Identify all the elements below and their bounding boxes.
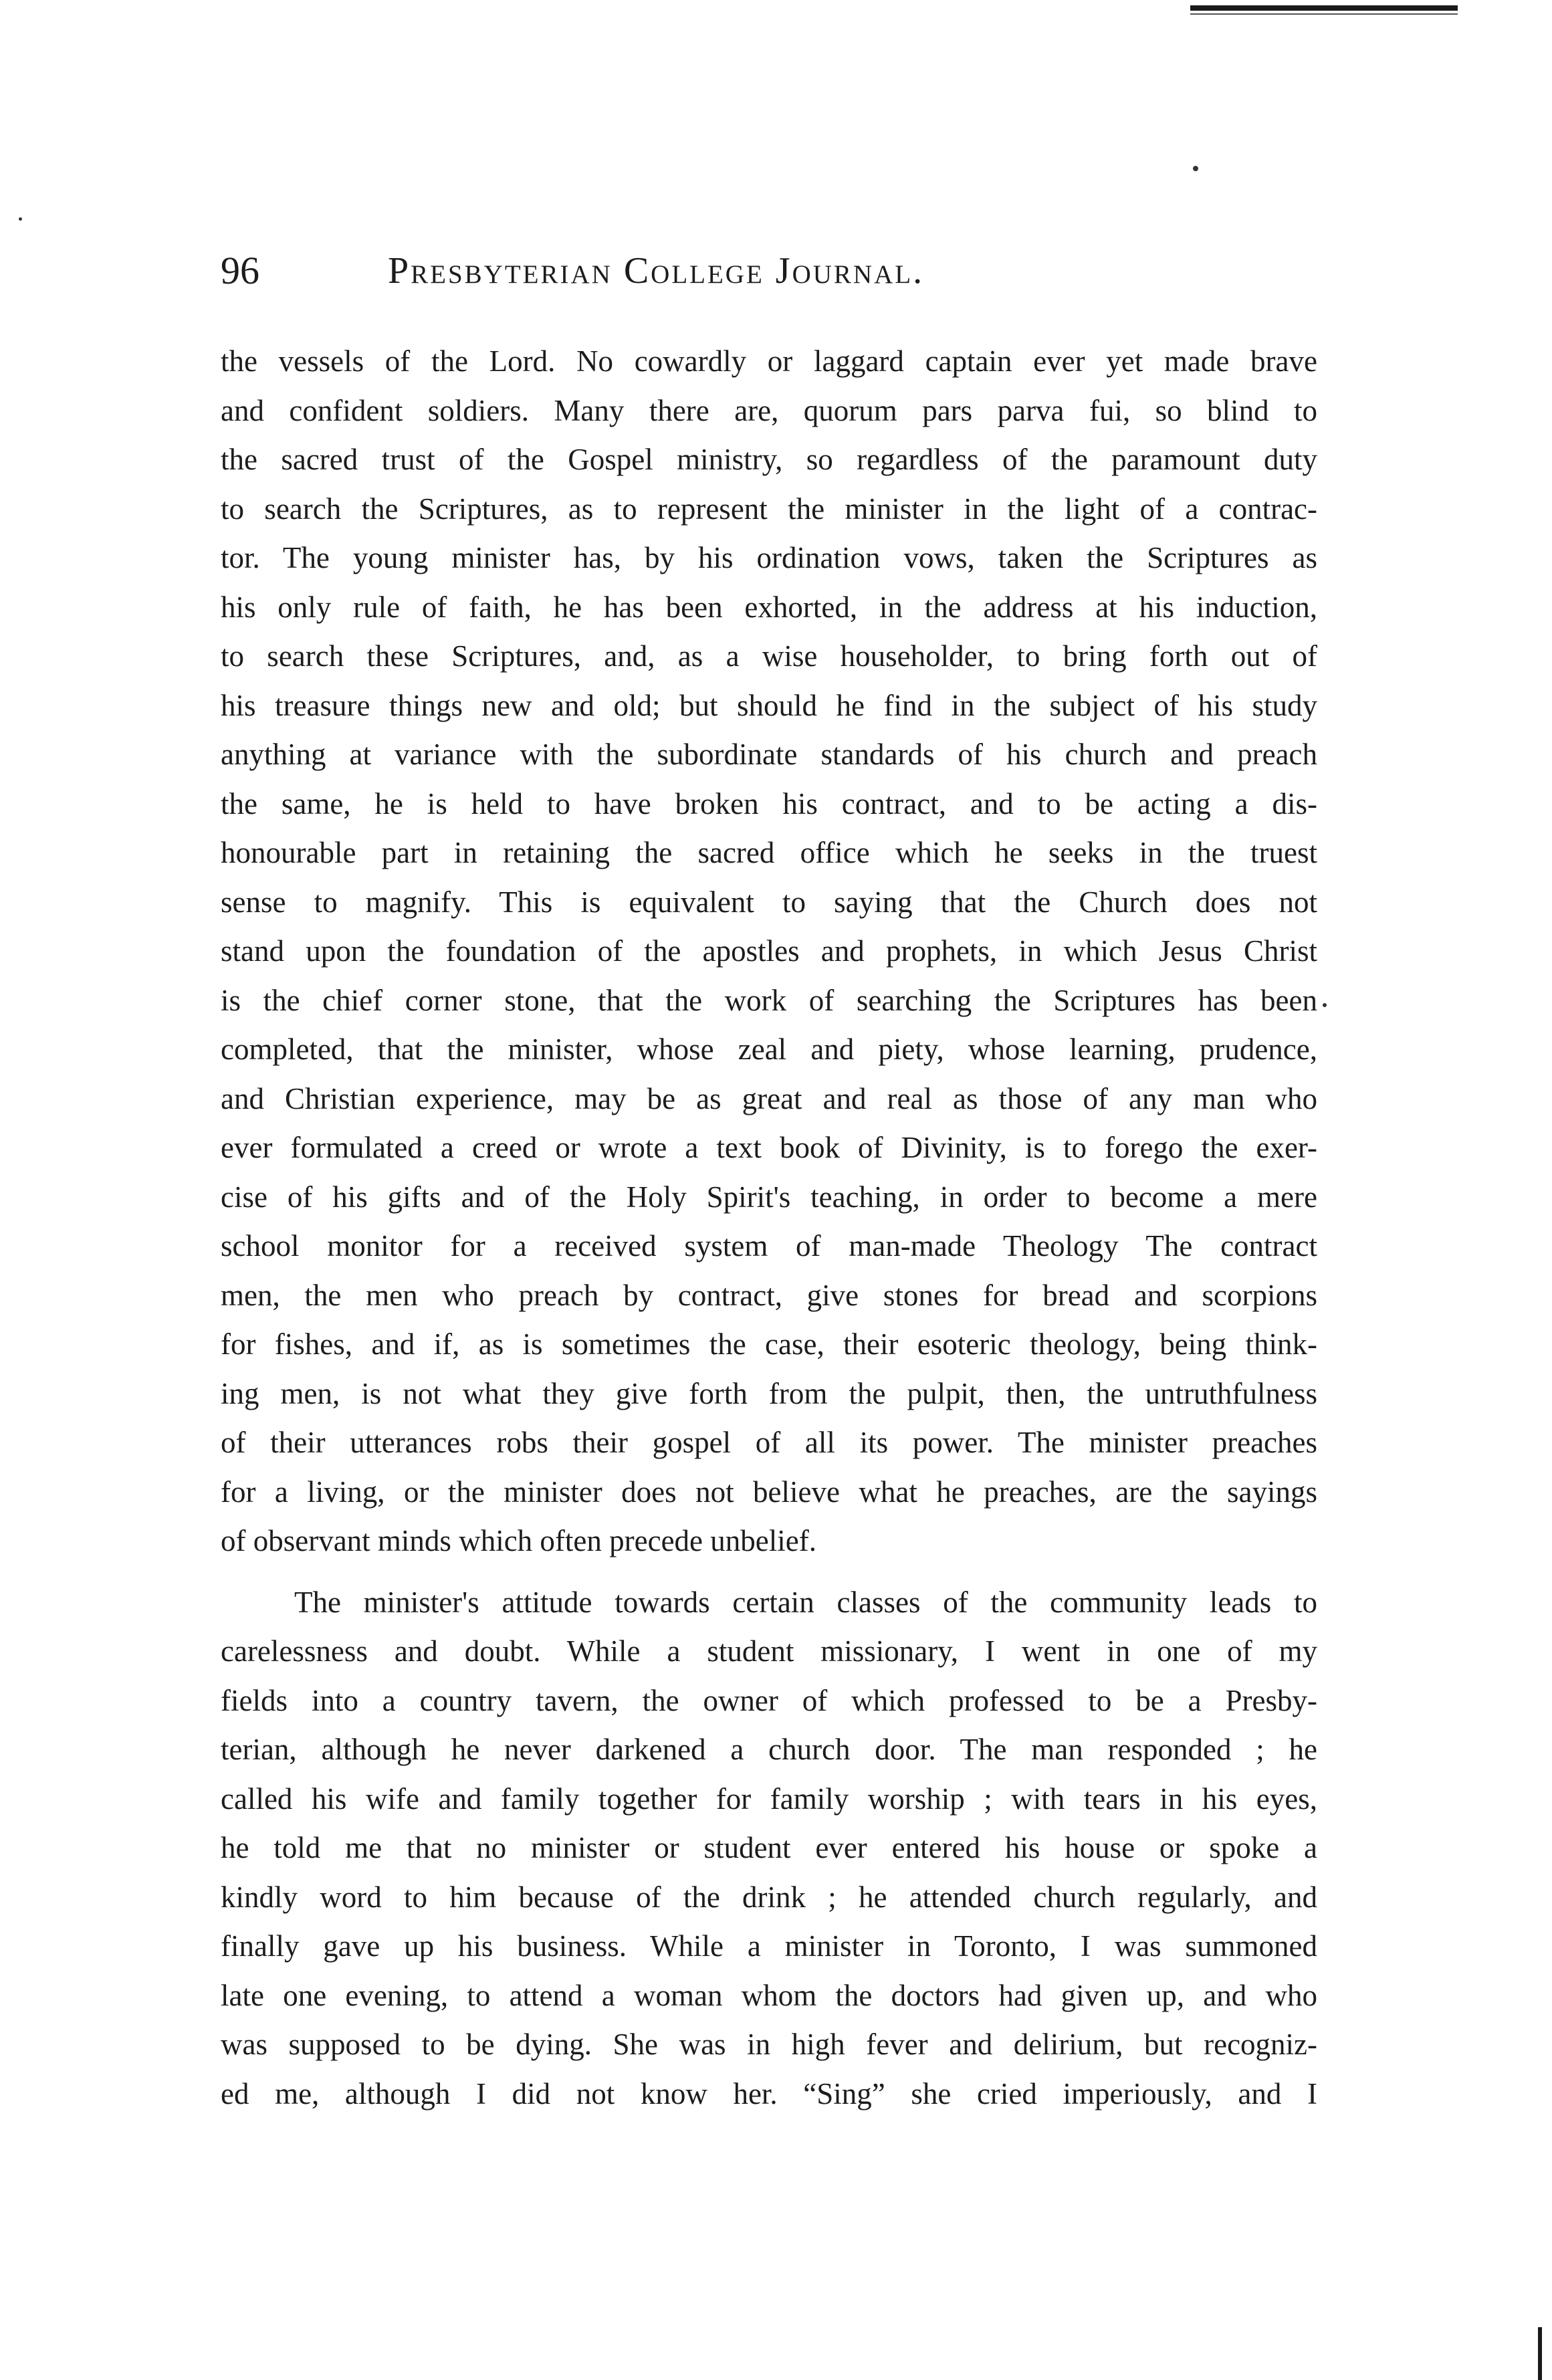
text-line: late one evening, to attend a woman whom the doctors had given up, and who (221, 1978, 1317, 2012)
scan-edge-bar (1538, 2327, 1542, 2380)
paragraph-1 (221, 337, 1317, 1566)
text-line: is the chief corner stone, that the work of searching the Scriptures has been (221, 983, 1317, 1017)
text-line: his treasure things new and old; but should he find in the subject of his study (221, 688, 1317, 722)
text-line: completed, that the minister, whose zeal and piety, whose learning, prudence, (221, 1033, 1317, 1066)
text-line: The minister's attitude towards certain classes of the community leads to (294, 1585, 1317, 1619)
running-head: Presbyterian College Journal. (388, 250, 925, 292)
text-line: to search these Scriptures, and, as a wise householder, to bring forth out of (221, 639, 1317, 673)
text-line: carelessness and doubt. While a student missionary, I went in one of my (221, 1634, 1317, 1668)
text-line: terian, although he never darkened a church door. The man responded ; he (221, 1733, 1317, 1766)
scan-speck (19, 217, 22, 221)
text-line: fields into a country tavern, the owner of which professed to be a Presby- (221, 1683, 1317, 1717)
text-line: stand upon the foundation of the apostles and prophets, in which Jesus Christ (221, 934, 1317, 968)
text-line: for fishes, and if, as is sometimes the case, their esoteric theology, being think- (221, 1327, 1317, 1361)
text-line: of observant minds which often precede unbelief. (221, 1524, 816, 1557)
text-line: sense to magnify. This is equivalent to saying that the Church does not (221, 885, 1317, 919)
text-line: the same, he is held to have broken his contract, and to be acting a dis- (221, 786, 1317, 821)
text-line: and confident soldiers. Many there are, quorum pars parva fui, so blind to (221, 393, 1317, 427)
text-line: for a living, or the minister does not believe what he preaches, are the sayings (221, 1475, 1317, 1509)
text-line: ed me, although I did not know her. “Sing” she cried imperiously, and I (221, 2076, 1317, 2111)
body-text (221, 337, 1317, 2119)
page-header (221, 241, 1317, 301)
top-rule-thin (1190, 13, 1458, 15)
text-line: men, the men who preach by contract, give stones for bread and scorpions (221, 1278, 1317, 1312)
text-line: the vessels of the Lord. No cowardly or laggard captain ever yet made brave (221, 344, 1317, 378)
text-line: of their utterances robs their gospel of all its power. The minister preaches (221, 1426, 1317, 1459)
text-line: he told me that no minister or student ever entered his house or spoke a (221, 1831, 1317, 1864)
text-line: cise of his gifts and of the Holy Spirit's teaching, in order to become a mere (221, 1180, 1317, 1214)
text-line: kindly word to him because of the drink ; he attended church regularly, and (221, 1880, 1317, 1914)
paragraph-gap (221, 1566, 1317, 1578)
text-line: finally gave up his business. While a minister in Toronto, I was summoned (221, 1929, 1317, 1963)
text-line: his only rule of faith, he has been exhorted, in the address at his induction, (221, 590, 1317, 624)
scan-speck (1193, 166, 1198, 171)
text-line: and Christian experience, may be as great and real as those of any man who (221, 1081, 1317, 1115)
text-line: honourable part in retaining the sacred office which he seeks in the truest (221, 836, 1317, 869)
text-line: to search the Scriptures, as to represent the minister in the light of a contrac- (221, 492, 1317, 526)
text-line: anything at variance with the subordinate standards of his church and preach (221, 738, 1317, 771)
page-number: 96 (221, 249, 259, 292)
text-line: tor. The young minister has, by his ordination vows, taken the Scriptures as (221, 541, 1317, 574)
text-line: ing men, is not what they give forth from the pulpit, then, the untruthfulness (221, 1376, 1317, 1410)
top-rule (1190, 5, 1458, 11)
text-line: the sacred trust of the Gospel ministry, so regardless of the paramount duty (221, 443, 1317, 476)
scan-speck (1323, 1003, 1327, 1007)
text-line: called his wife and family together for family worship ; with tears in his eyes, (221, 1781, 1317, 1816)
paragraph-2 (221, 1578, 1317, 2119)
text-line: was supposed to be dying. She was in high fever and delirium, but recogniz- (221, 2028, 1317, 2061)
text-line: school monitor for a received system of man-made Theology The contract (221, 1229, 1317, 1263)
text-line: ever formulated a creed or wrote a text book of Divinity, is to forego the exer- (221, 1131, 1317, 1164)
